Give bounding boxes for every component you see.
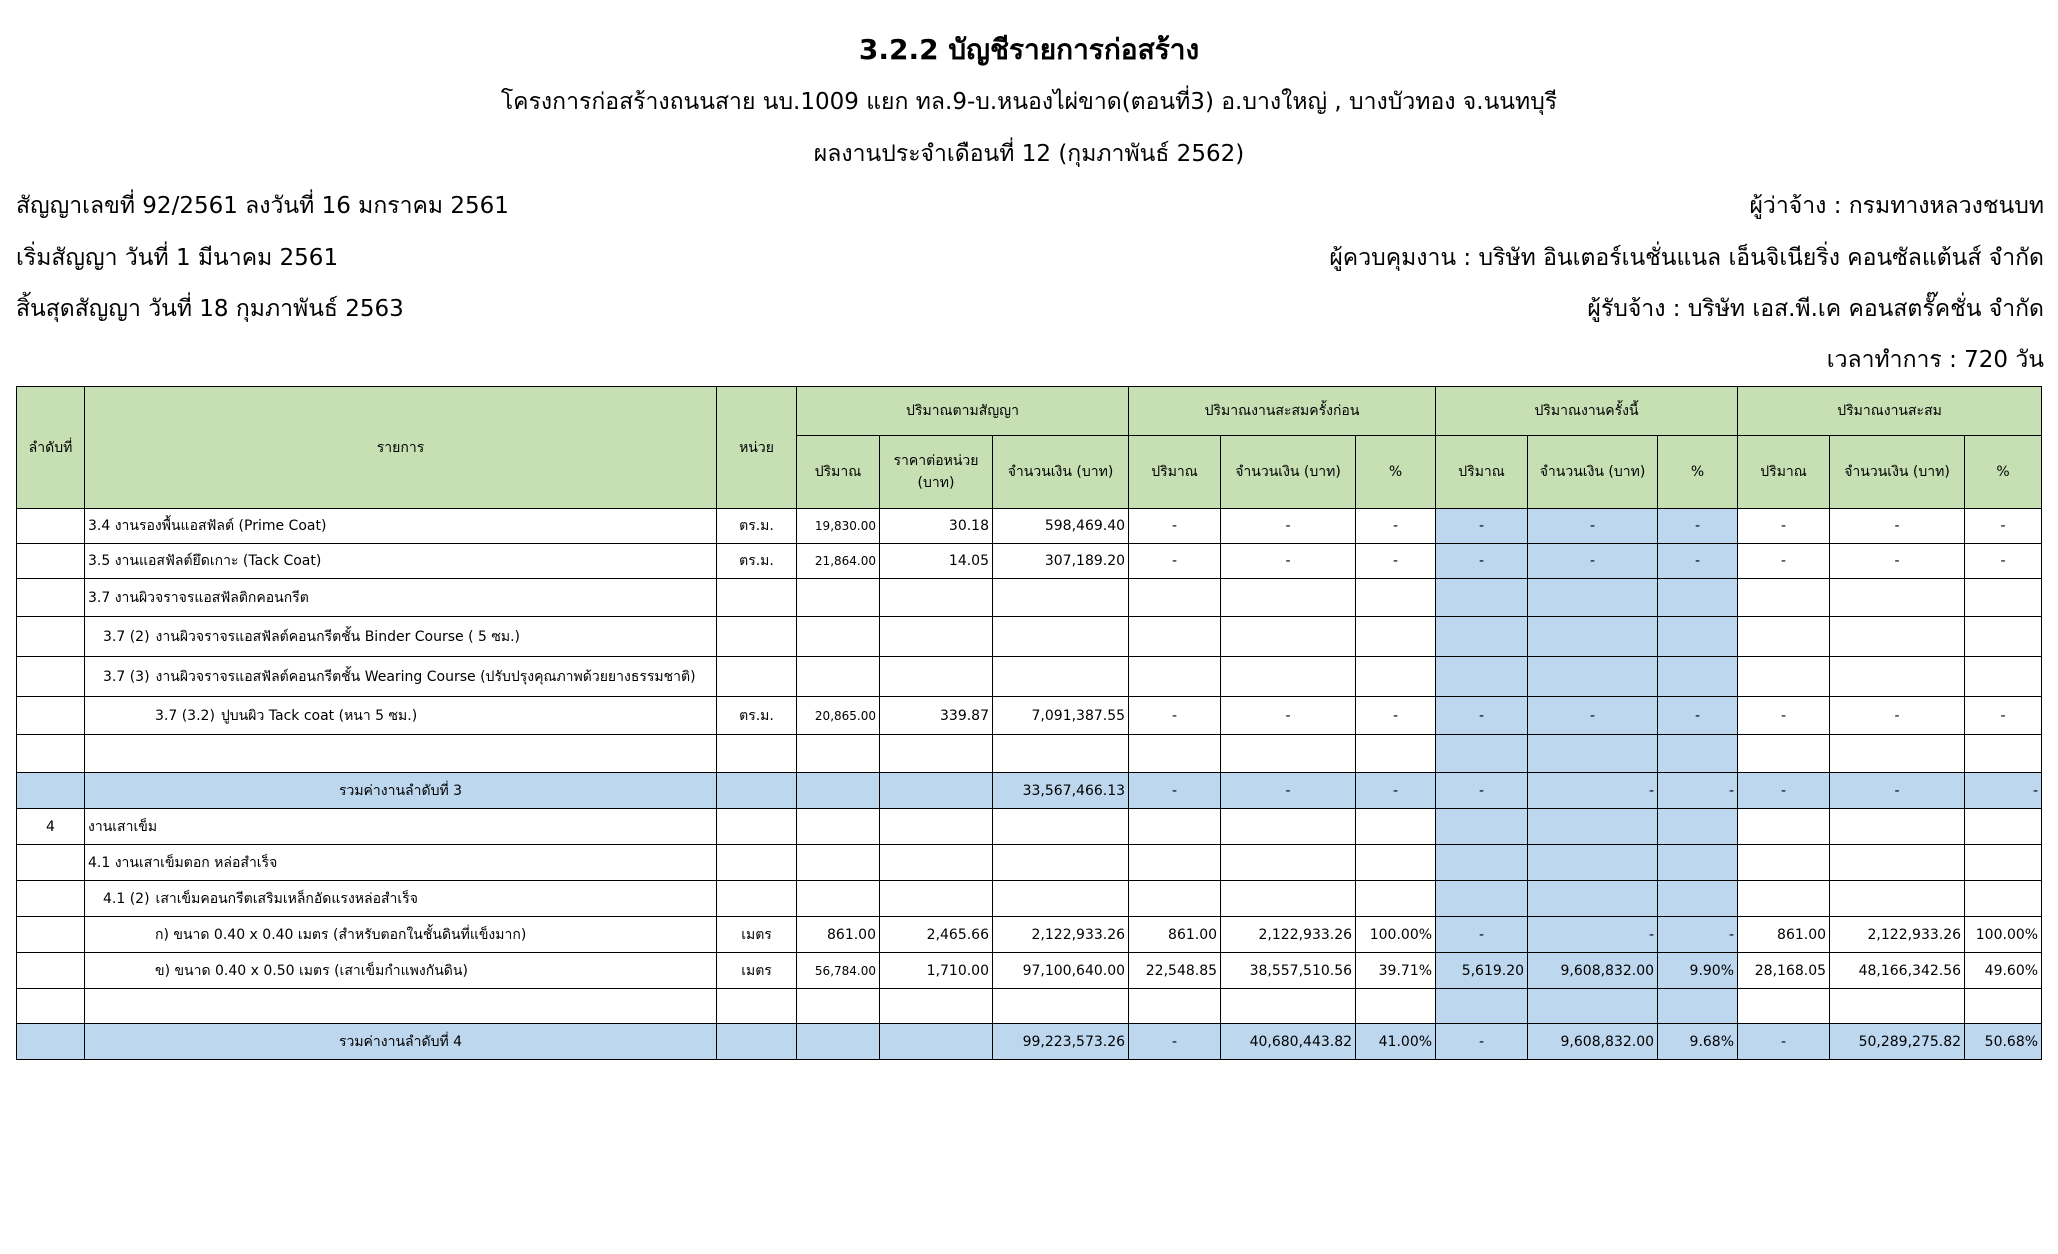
item-code: 3.7 (3.2) (155, 707, 215, 724)
cell-this-pct: 9.90% (1658, 953, 1738, 989)
cell-this-pct: - (1658, 697, 1738, 735)
cell-no (17, 881, 85, 917)
cell-item: 4.1 งานเสาเข็มตอก หล่อสำเร็จ (85, 845, 717, 881)
contract-number: สัญญาเลขที่ 92/2561 ลงวันที่ 16 มกราคม 2561 (16, 193, 509, 219)
cell-amount: 97,100,640.00 (993, 953, 1129, 989)
cell-cum-qty: 28,168.05 (1738, 953, 1830, 989)
subtotal-this-amount: - (1528, 773, 1658, 809)
col-cum-amount: จำนวนเงิน (บาท) (1830, 436, 1965, 509)
cell-qty: 20,865.00 (797, 697, 880, 735)
cell-price: 14.05 (880, 544, 993, 579)
cell-this-pct: - (1658, 544, 1738, 579)
subtotal-this-pct: - (1658, 773, 1738, 809)
table-row-blank (17, 989, 2042, 1024)
subtotal-cum-pct: 50.68% (1965, 1024, 2042, 1060)
cell-item: ข) ขนาด 0.40 x 0.50 เมตร (เสาเข็มกำแพงกันดิน) (85, 953, 717, 989)
table-row (17, 579, 2042, 617)
table-row (17, 657, 2042, 697)
cell-no (17, 697, 85, 735)
cell-prev-pct: - (1356, 544, 1436, 579)
subtotal-label: รวมค่างานลำดับที่ 4 (85, 1024, 717, 1060)
contract-end: สิ้นสุดสัญญา วันที่ 18 กุมภาพันธ์ 2563 (16, 296, 404, 322)
header-row-groups (17, 387, 2042, 436)
cell-cum-amount: 48,166,342.56 (1830, 953, 1965, 989)
cell-cum-qty: 861.00 (1738, 917, 1830, 953)
cell-price: 30.18 (880, 509, 993, 544)
col-unit-price (880, 436, 993, 509)
cell-amount: 307,189.20 (993, 544, 1129, 579)
subtotal-cum-qty: - (1738, 773, 1830, 809)
cell-price: 339.87 (880, 697, 993, 735)
cell-prev-pct: - (1356, 509, 1436, 544)
table-row (17, 809, 2042, 845)
cell-no (17, 509, 85, 544)
cell-item: 3.4 งานรองพื้นแอสฟัลต์ (Prime Coat) (85, 509, 717, 544)
cell-this-qty: 5,619.20 (1436, 953, 1528, 989)
cell-prev-amount: - (1221, 509, 1356, 544)
col-prev-pct: % (1356, 436, 1436, 509)
contract-duration: เวลาทำการ : 720 วัน (1826, 347, 2044, 373)
cell-prev-pct: 100.00% (1356, 917, 1436, 953)
cell-this-qty: - (1436, 697, 1528, 735)
cell-no (17, 544, 85, 579)
col-prev-amount: จำนวนเงิน (บาท) (1221, 436, 1356, 509)
cell-prev-amount: 2,122,933.26 (1221, 917, 1356, 953)
table-row (17, 881, 2042, 917)
cell-amount: 7,091,387.55 (993, 697, 1129, 735)
cell-this-amount: - (1528, 509, 1658, 544)
cell-this-amount: - (1528, 544, 1658, 579)
cell-qty: 19,830.00 (797, 509, 880, 544)
col-contract-qty: ปริมาณ (797, 436, 880, 509)
cell-no (17, 953, 85, 989)
supervisor: ผู้ควบคุมงาน : บริษัท อินเตอร์เนชั่นแนล เอ็นจิเนียริ่ง คอนซัลแต้นส์ จำกัด (1329, 245, 2044, 271)
group-contract: ปริมาณตามสัญญา (797, 387, 1129, 436)
col-cum-pct: % (1965, 436, 2042, 509)
cell-this-qty: - (1436, 917, 1528, 953)
cell-no (17, 845, 85, 881)
table-row (17, 845, 2042, 881)
cell-no (17, 657, 85, 697)
cell-prev-qty: - (1129, 697, 1221, 735)
table-row-blank (17, 735, 2042, 773)
subtotal-prev-pct: 41.00% (1356, 1024, 1436, 1060)
cell-qty: 56,784.00 (797, 953, 880, 989)
subtotal-row (17, 773, 2042, 809)
cell-prev-qty: - (1129, 509, 1221, 544)
contract-start: เริ่มสัญญา วันที่ 1 มีนาคม 2561 (16, 245, 339, 271)
col-item: รายการ (85, 387, 717, 509)
item-code: 3.7 (2) (103, 628, 150, 645)
cell-prev-qty: 861.00 (1129, 917, 1221, 953)
group-cumulative: ปริมาณงานสะสม (1738, 387, 2042, 436)
cell-this-qty: - (1436, 509, 1528, 544)
subtotal-prev-qty: - (1129, 773, 1221, 809)
table-row (17, 617, 2042, 657)
col-this-pct: % (1658, 436, 1738, 509)
table-row (17, 509, 2042, 544)
cell-this-qty: - (1436, 544, 1528, 579)
cell-cum-pct: - (1965, 509, 2042, 544)
item-desc: งานผิวจราจรแอสฟัลต์คอนกรีตชั้น Binder Course ( 5 ซม.) (155, 628, 521, 645)
cell-item: 3.5 งานแอสฟัลต์ยึดเกาะ (Tack Coat) (85, 544, 717, 579)
col-this-amount: จำนวนเงิน (บาท) (1528, 436, 1658, 509)
cell-cum-amount: - (1830, 697, 1965, 735)
cell-prev-amount: - (1221, 544, 1356, 579)
document-title: 3.2.2 บัญชีรายการก่อสร้าง (858, 33, 1200, 66)
subtotal-prev-amount: 40,680,443.82 (1221, 1024, 1356, 1060)
group-previous: ปริมาณงานสะสมครั้งก่อน (1129, 387, 1436, 436)
contractor: ผู้รับจ้าง : บริษัท เอส.พี.เค คอนสตรั๊คชั่น จำกัด (1587, 296, 2044, 322)
cell-no (17, 617, 85, 657)
group-this-period: ปริมาณงานครั้งนี้ (1436, 387, 1738, 436)
cell-this-pct: - (1658, 509, 1738, 544)
cell-price: 1,710.00 (880, 953, 993, 989)
cell-this-amount: - (1528, 917, 1658, 953)
cell-item: 3.7 งานผิวจราจรแอสฟัลติกคอนกรีต (85, 579, 717, 617)
unit-price-currency: (บาท) (917, 475, 955, 491)
subtotal-this-qty: - (1436, 1024, 1528, 1060)
subtotal-this-amount: 9,608,832.00 (1528, 1024, 1658, 1060)
unit-price-label: ราคาต่อหน่วย (893, 453, 979, 469)
cell-unit: ตร.ม. (717, 544, 797, 579)
subtotal-amount: 99,223,573.26 (993, 1024, 1129, 1060)
report-period: ผลงานประจำเดือนที่ 12 (กุมภาพันธ์ 2562) (813, 141, 1245, 167)
cell-qty: 21,864.00 (797, 544, 880, 579)
item-desc: ปูบนผิว Tack coat (หนา 5 ซม.) (220, 707, 418, 724)
subtotal-cum-amount: 50,289,275.82 (1830, 1024, 1965, 1060)
col-unit: หน่วย (717, 387, 797, 509)
cell-prev-qty: 22,548.85 (1129, 953, 1221, 989)
cell-this-amount: - (1528, 697, 1658, 735)
cell-this-amount: 9,608,832.00 (1528, 953, 1658, 989)
table-row (17, 953, 2042, 989)
cell-unit: ตร.ม. (717, 509, 797, 544)
cell-cum-qty: - (1738, 544, 1830, 579)
cell-prev-amount: 38,557,510.56 (1221, 953, 1356, 989)
cell-item: ก) ขนาด 0.40 x 0.40 เมตร (สำหรับตอกในชั้นดินที่แข็งมาก) (85, 917, 717, 953)
cell-no (17, 579, 85, 617)
cell-item (85, 881, 717, 917)
subtotal-label: รวมค่างานลำดับที่ 3 (85, 773, 717, 809)
project-name: โครงการก่อสร้างถนนสาย นบ.1009 แยก ทล.9-บ.หนองไผ่ขาด(ตอนที่3) อ.บางใหญ่ , บางบัวทอง จ.นนทบุรี (500, 89, 1558, 115)
cell-amount: 2,122,933.26 (993, 917, 1129, 953)
subtotal-cum-qty: - (1738, 1024, 1830, 1060)
cell-cum-amount: - (1830, 544, 1965, 579)
col-no: ลำดับที่ (17, 387, 85, 509)
cell-prev-amount: - (1221, 697, 1356, 735)
table-row (17, 697, 2042, 735)
cell-prev-pct: 39.71% (1356, 953, 1436, 989)
cell-prev-qty: - (1129, 544, 1221, 579)
cell-this-pct: - (1658, 917, 1738, 953)
subtotal-prev-amount: - (1221, 773, 1356, 809)
subtotal-row (17, 1024, 2042, 1060)
boq-table (16, 386, 2042, 1060)
subtotal-cum-amount: - (1830, 773, 1965, 809)
cell-no (17, 917, 85, 953)
cell-cum-qty: - (1738, 697, 1830, 735)
cell-cum-pct: - (1965, 544, 2042, 579)
col-prev-qty: ปริมาณ (1129, 436, 1221, 509)
item-code: 3.7 (3) (103, 668, 150, 685)
col-contract-amount: จำนวนเงิน (บาท) (993, 436, 1129, 509)
cell-amount: 598,469.40 (993, 509, 1129, 544)
subtotal-prev-pct: - (1356, 773, 1436, 809)
cell-unit: ตร.ม. (717, 697, 797, 735)
subtotal-this-pct: 9.68% (1658, 1024, 1738, 1060)
cell-item: งานเสาเข็ม (85, 809, 717, 845)
cell-qty: 861.00 (797, 917, 880, 953)
cell-cum-pct: - (1965, 697, 2042, 735)
subtotal-cum-pct: - (1965, 773, 2042, 809)
item-code: 4.1 (2) (103, 890, 150, 907)
cell-price: 2,465.66 (880, 917, 993, 953)
subtotal-this-qty: - (1436, 773, 1528, 809)
cell-cum-qty: - (1738, 509, 1830, 544)
cell-cum-amount: 2,122,933.26 (1830, 917, 1965, 953)
cell-unit: เมตร (717, 953, 797, 989)
subtotal-prev-qty: - (1129, 1024, 1221, 1060)
cell-item (85, 617, 717, 657)
cell-cum-pct: 49.60% (1965, 953, 2042, 989)
cell-unit: เมตร (717, 917, 797, 953)
cell-no: 4 (17, 809, 85, 845)
subtotal-amount: 33,567,466.13 (993, 773, 1129, 809)
table-row (17, 917, 2042, 953)
item-desc: งานผิวจราจรแอสฟัลต์คอนกรีตชั้น Wearing Course (ปรับปรุงคุณภาพด้วยยางธรรมชาติ) (155, 668, 696, 685)
col-this-qty: ปริมาณ (1436, 436, 1528, 509)
cell-prev-pct: - (1356, 697, 1436, 735)
cell-cum-amount: - (1830, 509, 1965, 544)
cell-item (85, 657, 717, 697)
col-cum-qty: ปริมาณ (1738, 436, 1830, 509)
employer: ผู้ว่าจ้าง : กรมทางหลวงชนบท (1749, 193, 2044, 219)
table-row (17, 544, 2042, 579)
item-desc: เสาเข็มคอนกรีตเสริมเหล็กอัดแรงหล่อสำเร็จ (155, 890, 418, 907)
cell-item (85, 697, 717, 735)
cell-cum-pct: 100.00% (1965, 917, 2042, 953)
